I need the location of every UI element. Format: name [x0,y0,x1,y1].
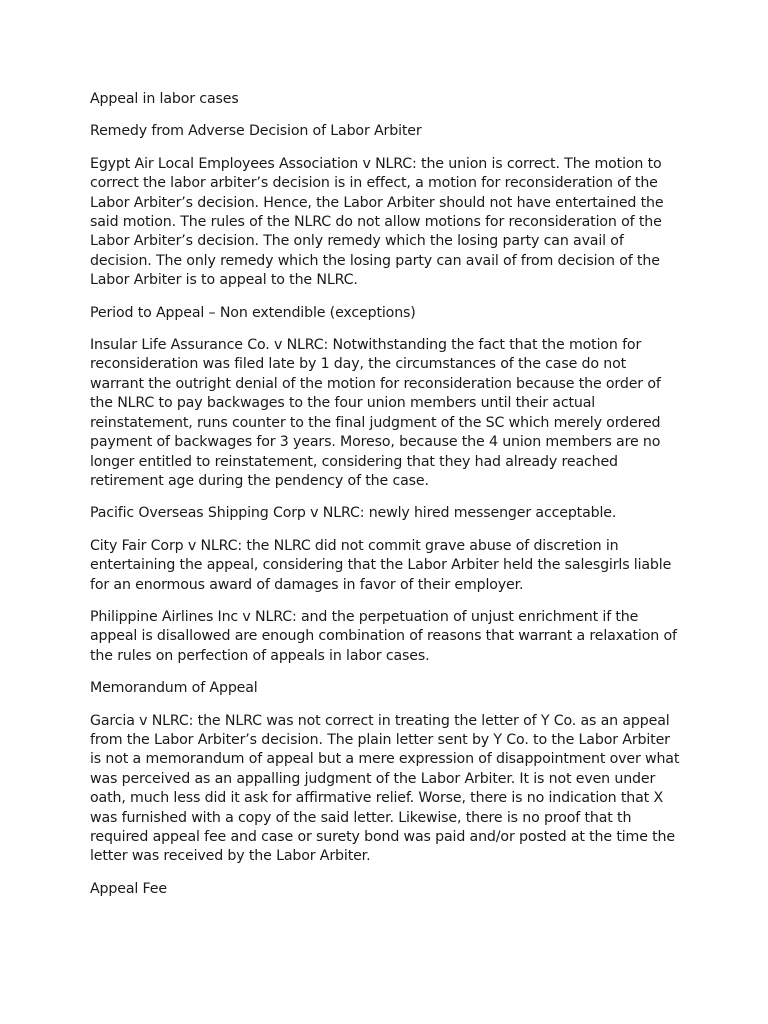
document-paragraph [90,122,678,141]
document-paragraph [90,504,678,523]
document-paragraph [90,336,678,491]
text-line: correct the labor arbiter’s decision is in effect, a motion for reconsideration of the [90,175,658,192]
text-line: the NLRC to pay backwages to the four union members until their actual [90,395,596,412]
text-line: Philippine Airlines Inc v NLRC: and the perpetuation of unjust enrichment if the [90,608,639,625]
text-line: letter was received by the Labor Arbiter. [90,848,371,865]
text-line: Egypt Air Local Employees Association v NLRC: the union is correct. The motion to [90,155,662,172]
text-line: appeal is disallowed are enough combination of reasons that warrant a relaxation of [90,628,677,645]
text-line: from the Labor Arbiter’s decision. The plain letter sent by Y Co. to the Labor Arbiter [90,731,670,748]
document-paragraph [90,679,678,698]
text-line: retirement age during the pendency of the case. [90,472,429,489]
text-line: warrant the outright denial of the motion for reconsideration because the order of [90,375,661,392]
text-line: oath, much less did it ask for affirmative relief. Worse, there is no indication that X [90,790,664,807]
text-line: Appeal in labor cases [90,91,239,107]
text-line: Garcia v NLRC: the NLRC was not correct in treating the letter of Y Co. as an appeal [90,712,670,729]
text-line: Labor Arbiter’s decision. The only remedy which the losing party can avail of [90,233,624,250]
text-line: said motion. The rules of the NLRC do not allow motions for reconsideration of the [90,214,662,231]
text-line: entertaining the appeal, considering that the Labor Arbiter held the salesgirls liable [90,557,672,574]
text-line: City Fair Corp v NLRC: the NLRC did not commit grave abuse of discretion in [90,537,619,554]
document-paragraph [90,880,678,899]
text-line: Pacific Overseas Shipping Corp v NLRC: newly hired messenger acceptable. [90,505,617,522]
text-line: Labor Arbiter’s decision. Hence, the Labor Arbiter should not have entertained the [90,194,664,211]
text-line: Remedy from Adverse Decision of Labor Arbiter [90,123,422,140]
document-page [90,90,678,912]
document-paragraph [90,537,678,595]
text-line: is not a memorandum of appeal but a mere expression of disappointment over what [90,751,680,768]
document-paragraph [90,608,678,666]
text-line: required appeal fee and case or surety bond was paid and/or posted at the time the [90,829,675,845]
text-line: the rules on perfection of appeals in labor cases. [90,647,430,664]
text-line: Appeal Fee [90,880,167,897]
text-line: reconsideration was filed late by 1 day, the circumstances of the case do not [90,356,627,373]
document-paragraph [90,304,678,323]
text-line: decision. The only remedy which the losing party can avail of from decision of the [90,252,660,269]
text-line: Period to Appeal – Non extendible (exceptions) [90,304,416,321]
text-line: was furnished with a copy of the said letter. Likewise, there is no proof that th [90,809,632,826]
text-line: longer entitled to reinstatement, considering that they had already reached [90,453,618,470]
text-line: Labor Arbiter is to appeal to the NLRC. [90,272,358,289]
text-line: was perceived as an appalling judgment of the Labor Arbiter. It is not even under [90,770,656,787]
text-line: Memorandum of Appeal [90,680,258,697]
text-line: payment of backwages for 3 years. Moreso, because the 4 union members are no [90,434,661,451]
document-paragraph [90,712,678,867]
text-line: reinstatement, runs counter to the final judgment of the SC which merely ordered [90,414,661,431]
document-paragraph [90,90,678,109]
document-paragraph [90,155,678,291]
text-line: for an enormous award of damages in favor of their employer. [90,576,524,593]
text-line: Insular Life Assurance Co. v NLRC: Notwithstanding the fact that the motion for [90,337,642,354]
